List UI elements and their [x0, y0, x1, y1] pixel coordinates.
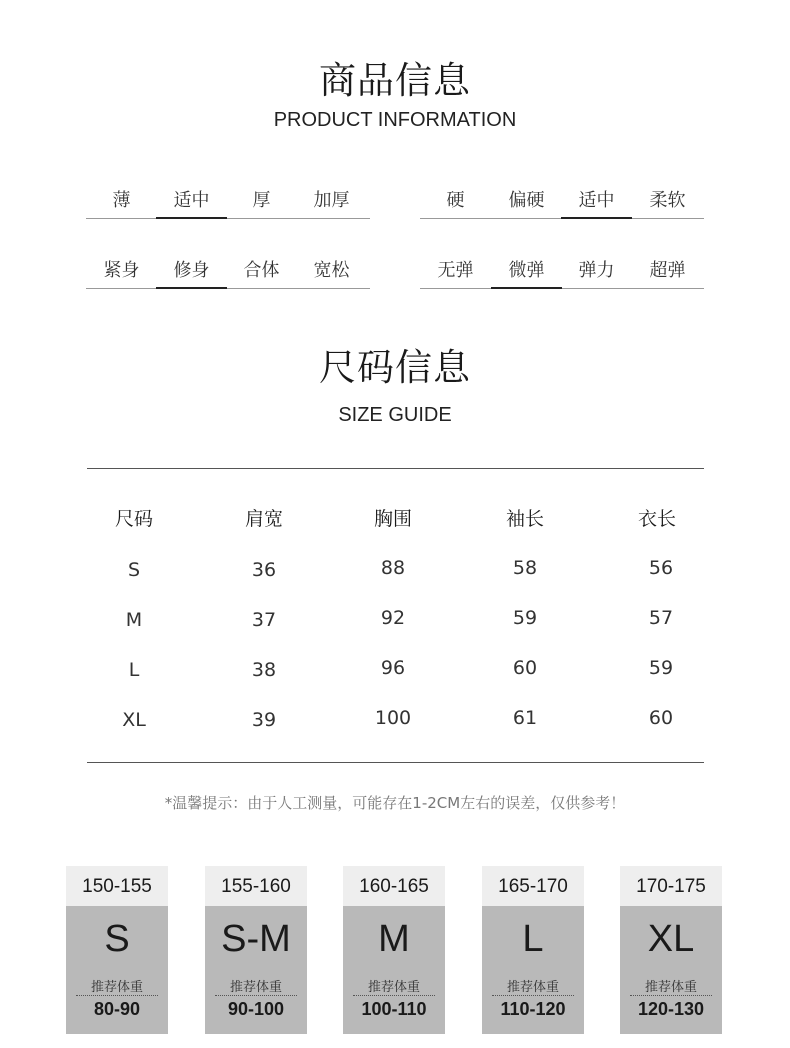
- card-weight-range: 100-110: [361, 999, 427, 1019]
- cell-size: S: [127, 559, 141, 581]
- thickness-option: 薄: [112, 190, 131, 211]
- card-weight-range: 120-130: [637, 999, 705, 1019]
- card-divider: [215, 995, 297, 996]
- thickness-option: 加厚: [313, 190, 350, 211]
- softness-option: 硬: [446, 190, 465, 211]
- cell-shoulder: 37: [251, 609, 277, 631]
- card-weight-label: 推荐体重: [506, 980, 559, 995]
- card-size: XL: [647, 918, 695, 960]
- recommendation-card: [343, 866, 445, 1034]
- cell-size: M: [125, 609, 143, 631]
- card-weight-label: 推荐体重: [229, 980, 282, 995]
- card-height-range: 150-155: [66, 866, 168, 906]
- card-height-range: 165-170: [482, 866, 584, 906]
- table-bottom-rule: [87, 762, 704, 763]
- measurement-note: *温馨提示：由于人工测量，可能存在1-2CM左右的误差，仅供参考！: [164, 794, 626, 812]
- cell-size: XL: [122, 709, 146, 731]
- recommendation-card: [482, 866, 584, 1034]
- thickness-scale: [86, 188, 370, 219]
- recommendation-card: [205, 866, 307, 1034]
- card-height-range: 155-160: [205, 866, 307, 906]
- cell-length: 56: [648, 557, 674, 579]
- card-divider: [630, 995, 712, 996]
- fit-scale: [86, 258, 370, 289]
- cell-length: 60: [648, 707, 674, 729]
- product-info-title: 商品信息: [319, 59, 471, 102]
- elasticity-option: 无弹: [437, 260, 474, 281]
- card-weight-range: 80-90: [93, 999, 141, 1019]
- recommendation-card: [620, 866, 722, 1034]
- cell-chest: 100: [374, 707, 412, 729]
- card-divider: [76, 995, 158, 996]
- card-size: L: [522, 918, 544, 960]
- card-weight-label: 推荐体重: [367, 980, 420, 995]
- cell-sleeve: 60: [512, 657, 538, 679]
- card-divider: [353, 995, 435, 996]
- cell-length: 59: [648, 657, 674, 679]
- card-weight-label: 推荐体重: [90, 980, 143, 995]
- cell-sleeve: 61: [512, 707, 538, 729]
- card-size: M: [378, 918, 410, 960]
- size-guide-title: 尺码信息: [319, 346, 471, 389]
- fit-option-selected: 修身: [156, 258, 227, 289]
- card-weight-label: 推荐体重: [644, 980, 697, 995]
- cell-size: L: [128, 659, 140, 681]
- card-weight-range: 90-100: [227, 999, 285, 1019]
- cell-length: 57: [648, 607, 674, 629]
- cell-sleeve: 59: [512, 607, 538, 629]
- header-chest: 胸围: [373, 508, 412, 530]
- header-sleeve: 袖长: [505, 508, 544, 530]
- softness-option: 偏硬: [508, 190, 545, 211]
- softness-option-selected: 适中: [561, 188, 632, 219]
- softness-option: 柔软: [649, 190, 686, 211]
- elasticity-option: 超弹: [649, 260, 686, 281]
- cell-shoulder: 39: [251, 709, 277, 731]
- cell-shoulder: 38: [251, 659, 277, 681]
- header-length: 衣长: [637, 508, 676, 530]
- header-size: 尺码: [114, 508, 153, 530]
- product-info-subtitle: PRODUCT INFORMATION: [273, 109, 517, 131]
- cell-shoulder: 36: [251, 559, 277, 581]
- cell-chest: 88: [380, 557, 406, 579]
- size-guide-subtitle: SIZE GUIDE: [338, 404, 452, 426]
- card-weight-range: 110-120: [500, 999, 566, 1019]
- cell-chest: 92: [380, 607, 406, 629]
- cell-sleeve: 58: [512, 557, 538, 579]
- card-height-range: 160-165: [343, 866, 445, 906]
- softness-scale: [420, 188, 704, 219]
- cell-chest: 96: [380, 657, 406, 679]
- elasticity-option: 弹力: [578, 260, 615, 281]
- card-size: S: [104, 918, 130, 960]
- card-divider: [492, 995, 574, 996]
- fit-option: 合体: [243, 260, 280, 281]
- thickness-option-selected: 适中: [156, 188, 227, 219]
- card-height-range: 170-175: [620, 866, 722, 906]
- elasticity-option-selected: 微弹: [491, 258, 562, 289]
- header-shoulder: 肩宽: [244, 508, 283, 530]
- elasticity-scale: [420, 258, 704, 289]
- fit-option: 紧身: [103, 260, 140, 281]
- recommendation-card: [66, 866, 168, 1034]
- table-top-rule: [87, 468, 704, 469]
- fit-option: 宽松: [313, 260, 350, 281]
- thickness-option: 厚: [252, 190, 271, 211]
- card-size: S-M: [221, 918, 291, 960]
